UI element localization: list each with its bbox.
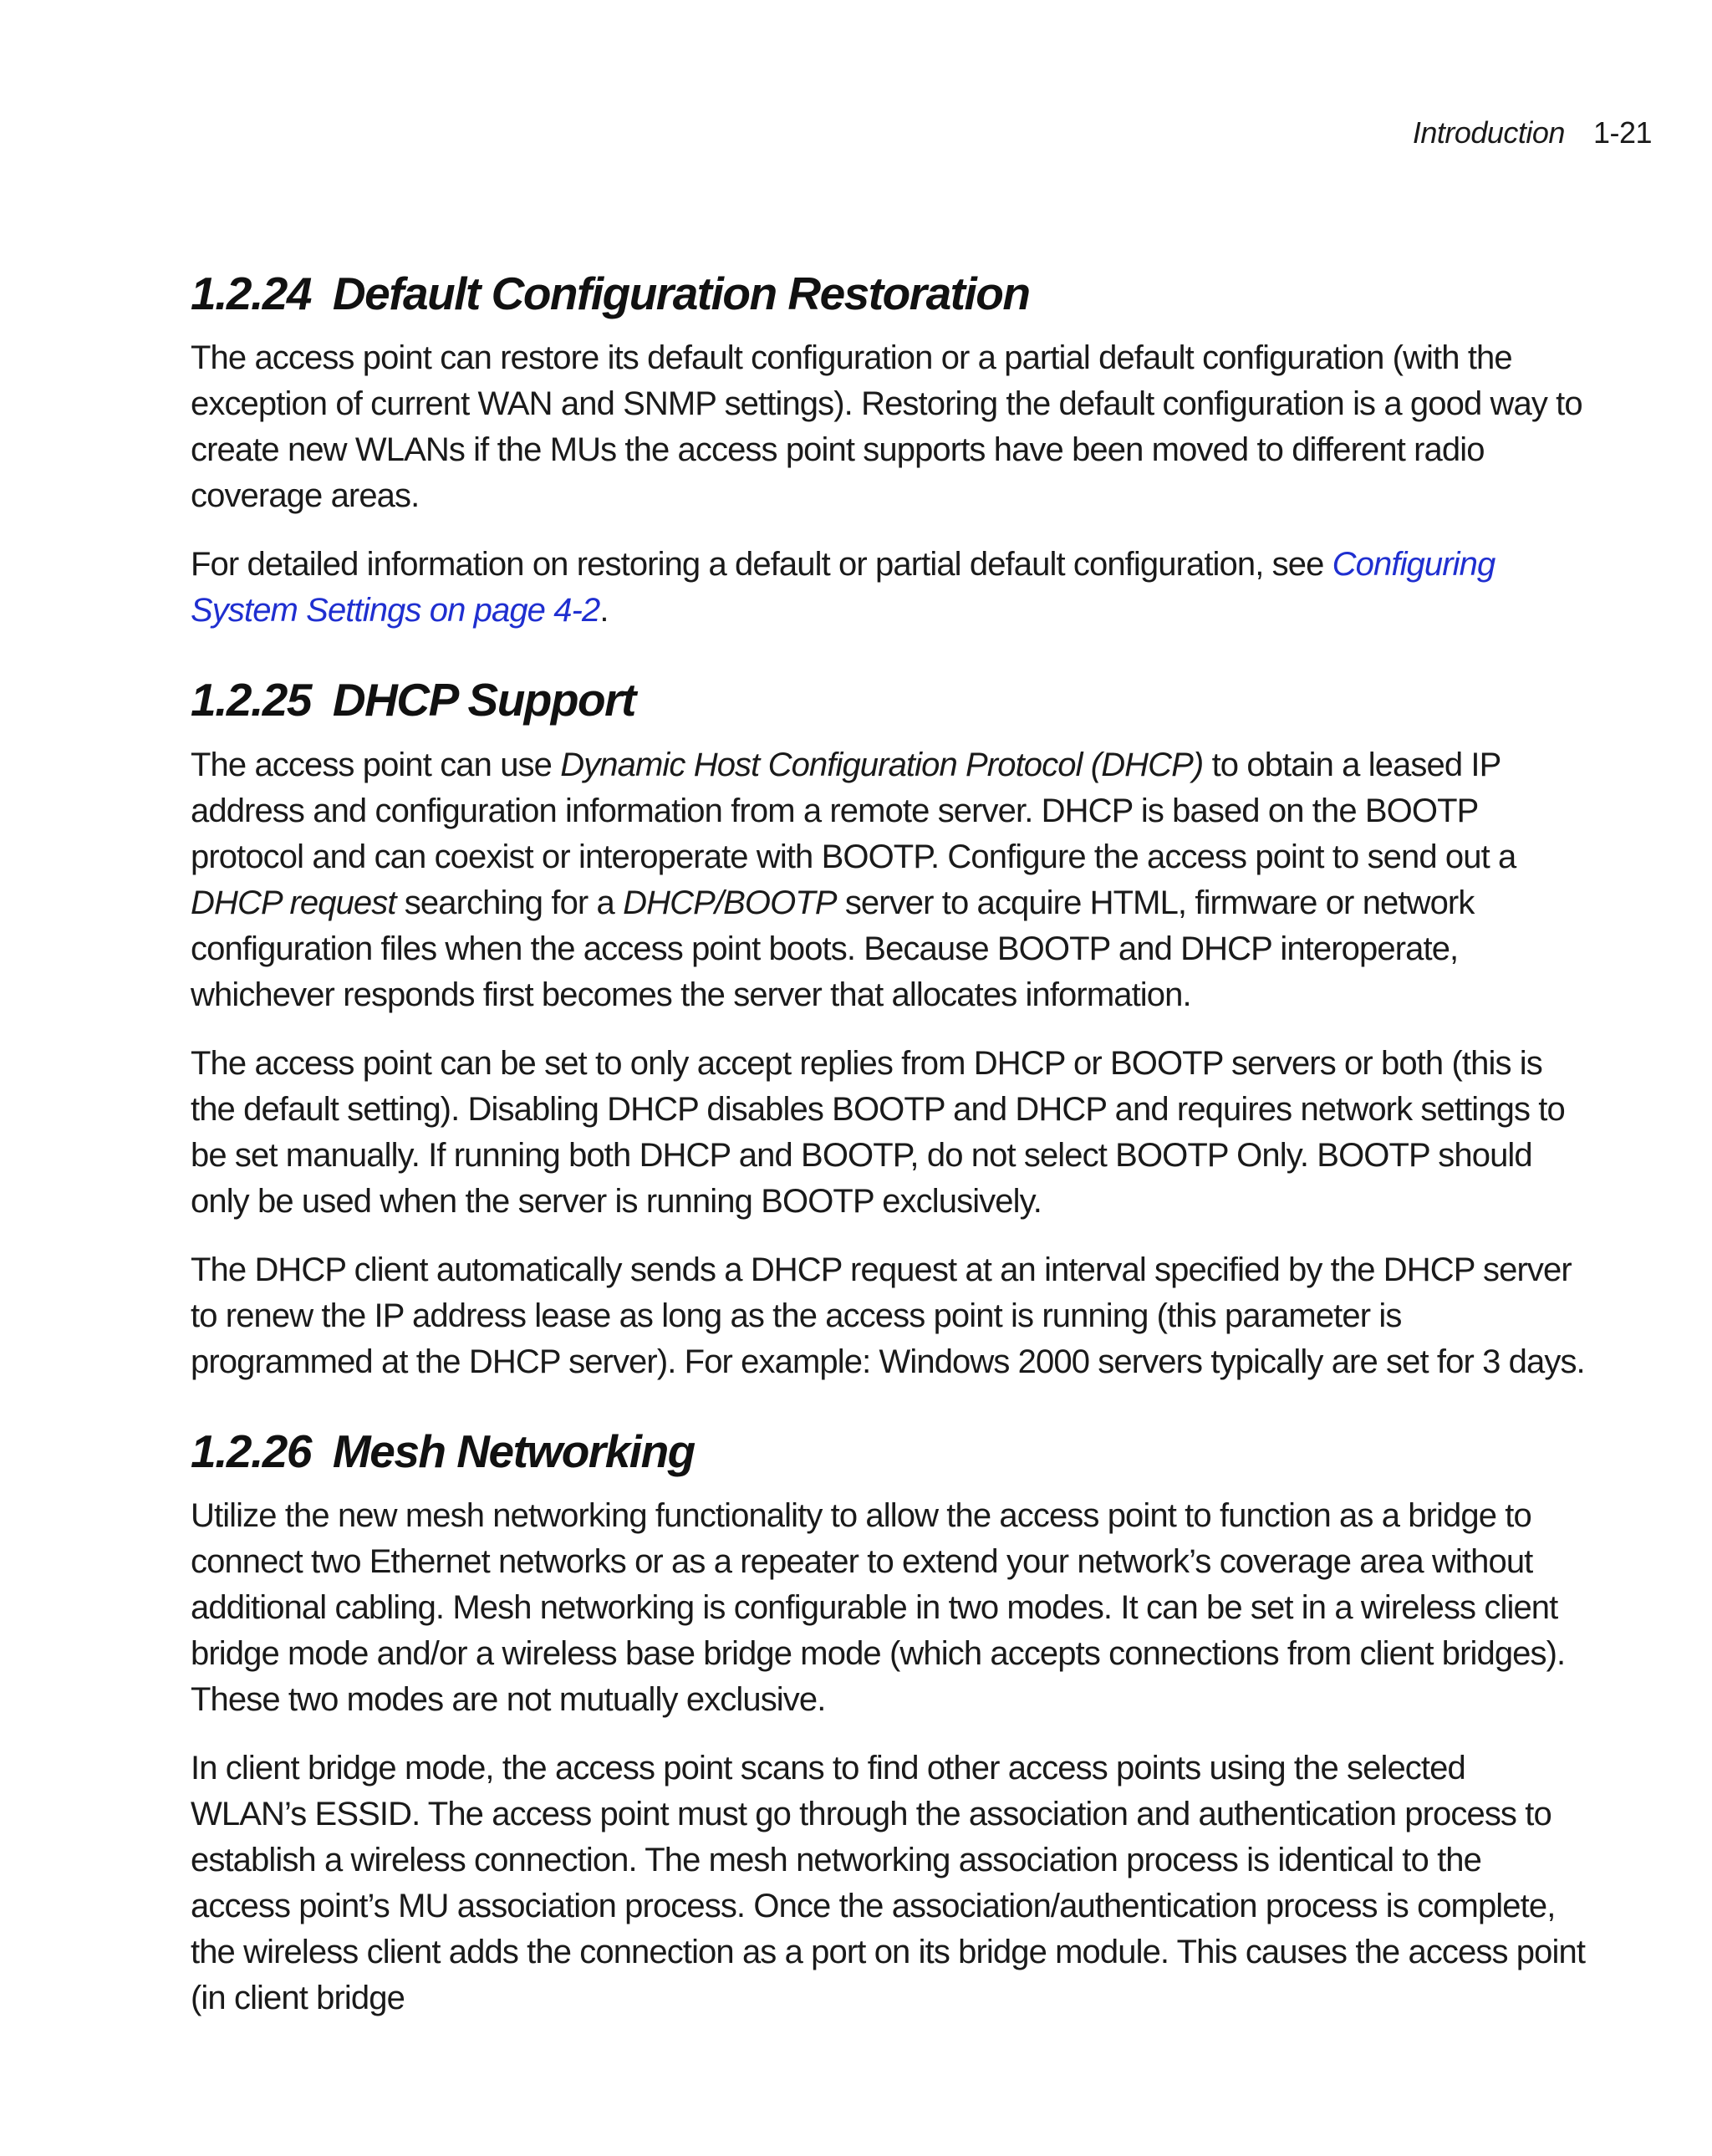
section-heading <box>191 268 1588 320</box>
paragraph <box>191 742 1588 1018</box>
section-title: DHCP Support <box>332 674 635 726</box>
section-number: 1.2.26 <box>191 1425 311 1477</box>
paragraph-text: searching for a <box>395 884 624 921</box>
paragraph: The DHCP client automatically sends a DHCP request at an interval specified by the DHCP server to renew the IP address lease as long as the access point is running (this parameter is programmed at the DHCP server). For example: Windows 2000 servers typically are set for 3 days. <box>191 1251 1585 1380</box>
section-number: 1.2.24 <box>191 268 311 319</box>
running-header <box>1413 115 1652 150</box>
paragraph-text: For detailed information on restoring a default or partial default configuration, see <box>191 546 1332 584</box>
section-title: Default Configuration Restoration <box>332 268 1030 319</box>
section-dhcp-support <box>191 674 1588 1384</box>
paragraph: Utilize the new mesh networking functionality to allow the access point to function as a bridge to connect two Ethernet networks or as a repeater to extend your network’s coverage area without additional cabling. Mesh networking is configurable in two modes. It can be set in a wireless client bridge mode and/or a wireless base bridge mode (which accepts connections from client bridges). These two modes are not mutually exclusive. <box>191 1496 1566 1718</box>
paragraph-text: The access point can use <box>191 746 561 783</box>
paragraph-text: server to acquire HTML, firmware or network configuration files when the access point boots. Because BOOTP and DHCP interoperate, whichever responds first becomes the server that allocates information. <box>191 884 1475 1013</box>
paragraph: The access point can be set to only accept replies from DHCP or BOOTP servers or both (this is the default setting). Disabling DHCP disables BOOTP and DHCP and requires network settings to be set manually. If running both DHCP and BOOTP, do not select BOOTP Only. BOOTP should only be used when the server is running BOOTP exclusively. <box>191 1044 1565 1220</box>
section-heading <box>191 674 1588 726</box>
section-title: Mesh Networking <box>332 1425 695 1477</box>
paragraph-text: to obtain a leased IP address and configuration information from a remote server. DHCP is based on the BOOTP protocol and can coexist or interoperate with BOOTP. Configure the access point to send out a <box>191 746 1516 875</box>
section-heading <box>191 1425 1588 1478</box>
emphasis-term: Dynamic Host Configuration Protocol (DHCP) <box>560 746 1204 783</box>
emphasis-term: DHCP/BOOTP <box>623 884 837 921</box>
header-section-name: Introduction <box>1412 115 1565 150</box>
section-number: 1.2.25 <box>191 674 311 726</box>
page-content <box>191 268 1588 2062</box>
section-default-configuration-restoration <box>191 268 1588 634</box>
paragraph: In client bridge mode, the access point scans to find other access points using the selected WLAN’s ESSID. The access point must go through the association and authentication process to establish a wireless connection. The mesh networking association process is identical to the access point’s MU association process. Once the association/authentication process is complete, the wireless client adds the connection as a port on its bridge module. This causes the access point (in client bridge <box>191 1749 1586 2016</box>
paragraph <box>191 542 1588 634</box>
paragraph-text: . <box>599 592 609 629</box>
paragraph: The access point can restore its default configuration or a partial default configuration (with the exception of current WAN and SNMP settings). Restoring the default configuration is a good way to create new WLANs if the MUs the access point supports have been moved to different radio coverage areas. <box>191 339 1582 515</box>
emphasis-term: DHCP request <box>191 884 396 921</box>
section-mesh-networking <box>191 1425 1588 2021</box>
page-number: 1-21 <box>1592 115 1652 150</box>
cross-reference-link[interactable]: Configuring System Settings on page 4-2 <box>191 546 1495 629</box>
